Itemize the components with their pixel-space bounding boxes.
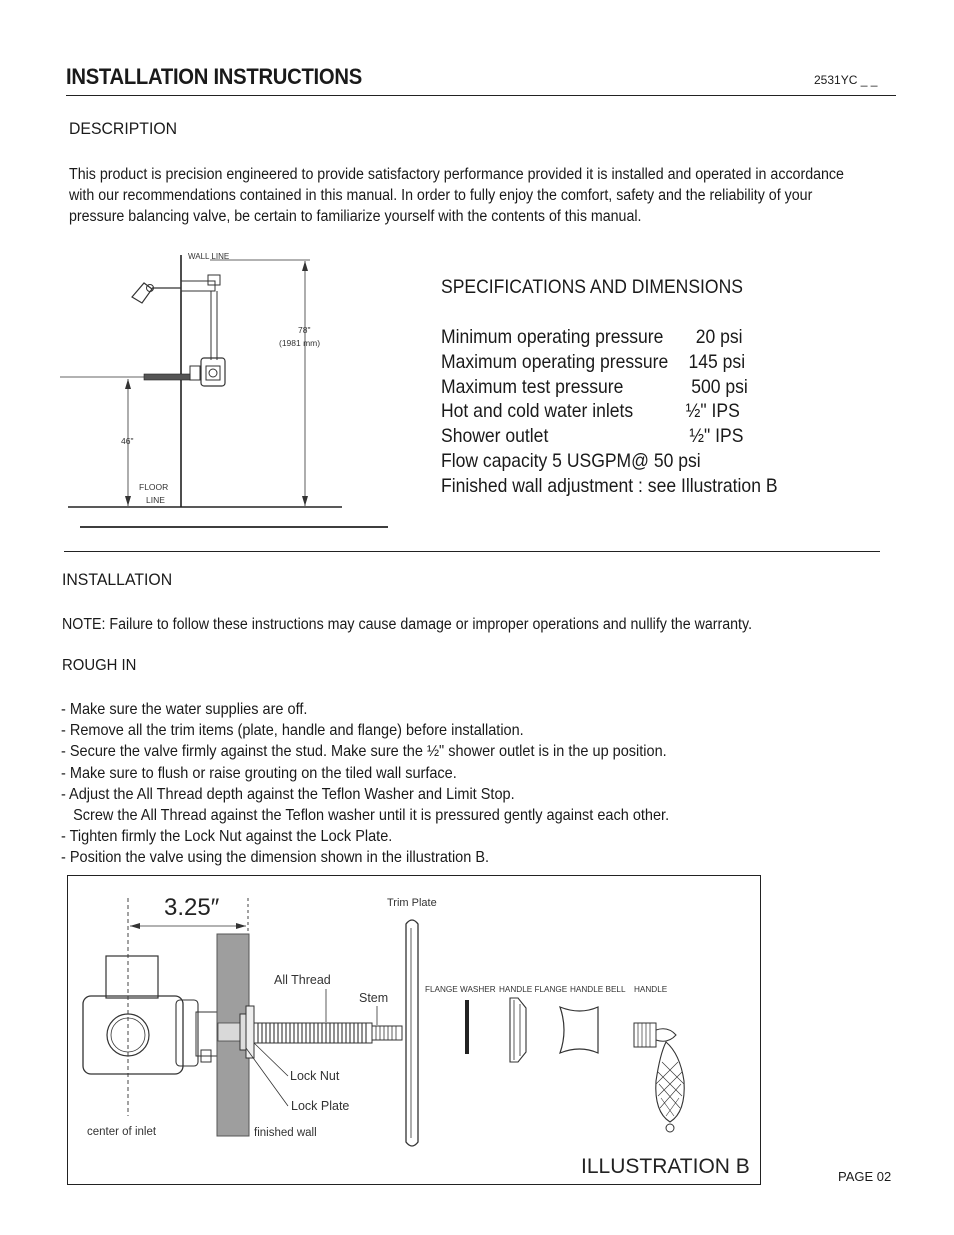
stem-label: Stem <box>359 991 389 1005</box>
step-item: - Position the valve using the dimension shown in the illustration B. <box>61 849 490 867</box>
dim-78-mm-label: (1981 mm) <box>279 338 321 348</box>
flange-washer-label: FLANGE WASHER <box>425 985 496 994</box>
dim-78-arrow-top <box>302 261 308 271</box>
riser-elbow <box>181 281 215 291</box>
illustration-b <box>67 875 761 1185</box>
page-title: INSTALLATION INSTRUCTIONS <box>66 64 362 89</box>
spec-value: ½" IPS <box>685 400 740 422</box>
handle-icon <box>634 1023 684 1132</box>
spec-label: Shower outlet <box>441 425 549 447</box>
step-item: - Secure the valve firmly against the stud. Make sure the ½" shower outlet is in the up position. <box>61 743 667 761</box>
step-item: - Remove all the trim items (plate, handle and flange) before installation. <box>61 722 524 740</box>
rough-in-heading: ROUGH IN <box>62 657 137 674</box>
dimension-arrow-left <box>130 923 140 929</box>
dim-46-arrow-top <box>125 379 131 389</box>
spec-label: Finished wall adjustment : see Illustration B <box>441 475 778 497</box>
description-paragraph: This product is precision engineered to provide satisfactory performance provided it is installed and operated in accordance with our recommendations contained in this manual. In order to fully enjoy the comfort, safety and the reliability of your pressure balancing valve, be certain to familiarize yourself with the contents of this manual. <box>69 166 844 225</box>
spec-row <box>441 326 743 349</box>
dim-78-arrow-bottom <box>302 496 308 506</box>
lock-plate <box>240 1014 246 1050</box>
handle-bell-label: HANDLE BELL <box>570 985 626 994</box>
step-item: - Tighten firmly the Lock Nut against the Lock Plate. <box>61 828 393 846</box>
step-item: - Make sure to flush or raise grouting on the tiled wall surface. <box>61 764 457 782</box>
spec-row <box>441 400 740 423</box>
specifications-block <box>441 276 778 497</box>
spec-row <box>441 376 748 399</box>
rough-in-steps <box>61 699 861 869</box>
spec-row <box>441 425 744 448</box>
dim-78-label: 78" <box>298 325 311 335</box>
lock-nut-leader <box>254 1043 288 1076</box>
model-number: 2531YC _ _ <box>814 73 878 87</box>
spec-value: 145 psi <box>688 351 746 373</box>
section-divider <box>64 551 880 552</box>
spec-row <box>441 475 778 498</box>
lock-plate-label: Lock Plate <box>291 1099 350 1113</box>
trim-plate-label: Trim Plate <box>387 897 437 909</box>
specs-title: SPECIFICATIONS AND DIMENSIONS <box>441 276 743 298</box>
spec-row <box>441 450 701 473</box>
flange-washer <box>465 1000 469 1054</box>
handle-flange-icon <box>510 998 526 1062</box>
illustration-b-drawing <box>68 876 760 1184</box>
spec-label: Maximum test pressure <box>441 376 624 398</box>
spec-value: 20 psi <box>695 326 743 348</box>
wall-line-label: WALL LINE <box>188 252 230 261</box>
dim-46-arrow-bottom <box>125 496 131 506</box>
dimension-arrow-right <box>236 923 246 929</box>
spec-label: Minimum operating pressure <box>441 326 664 348</box>
installation-note: NOTE: Failure to follow these instructions may cause damage or improper operations and nullify the warranty. <box>62 616 753 633</box>
lock-plate-leader <box>246 1048 288 1106</box>
elevation-diagram <box>60 245 400 535</box>
spec-label: Maximum operating pressure <box>441 351 669 373</box>
floor-line-label-1: FLOOR <box>139 482 169 492</box>
illustration-title: ILLUSTRATION B <box>581 1155 750 1178</box>
spec-label: Hot and cold water inlets <box>441 400 634 422</box>
handle-flange-label: HANDLE FLANGE <box>499 985 568 994</box>
floor-line-label-2: LINE <box>146 495 165 505</box>
handle-label: HANDLE <box>634 985 668 994</box>
shower-head-icon <box>132 283 154 303</box>
spec-row <box>441 351 746 374</box>
valve-body-icon <box>190 358 225 386</box>
description-heading: DESCRIPTION <box>69 119 178 138</box>
center-of-inlet-label: center of inlet <box>87 1126 157 1138</box>
handle-bell-icon <box>560 1007 598 1053</box>
spec-value: ½" IPS <box>689 425 744 447</box>
page-number: PAGE 02 <box>838 1169 892 1184</box>
stem <box>372 1026 402 1040</box>
trim-plate <box>406 920 418 1146</box>
step-item: - Adjust the All Thread depth against the Teflon Washer and Limit Stop. <box>61 785 515 803</box>
installation-heading: INSTALLATION <box>62 570 173 589</box>
valve-stem <box>144 374 190 380</box>
step-item: - Make sure the water supplies are off. <box>61 701 308 718</box>
valve-body-icon <box>83 956 218 1074</box>
dim-46-label: 46" <box>121 436 134 446</box>
finished-wall-label: finished wall <box>254 1127 317 1139</box>
dimension-label: 3.25″ <box>164 894 220 921</box>
spec-label: Flow capacity 5 USGPM@ 50 psi <box>441 450 701 472</box>
spec-value: 500 psi <box>691 376 748 398</box>
lock-nut-label: Lock Nut <box>290 1069 340 1083</box>
all-thread-label: All Thread <box>274 973 331 987</box>
riser-cap <box>208 275 220 285</box>
header-divider <box>66 95 896 96</box>
step-item: Screw the All Thread against the Teflon washer until it is pressured gently against each other. <box>61 807 670 825</box>
